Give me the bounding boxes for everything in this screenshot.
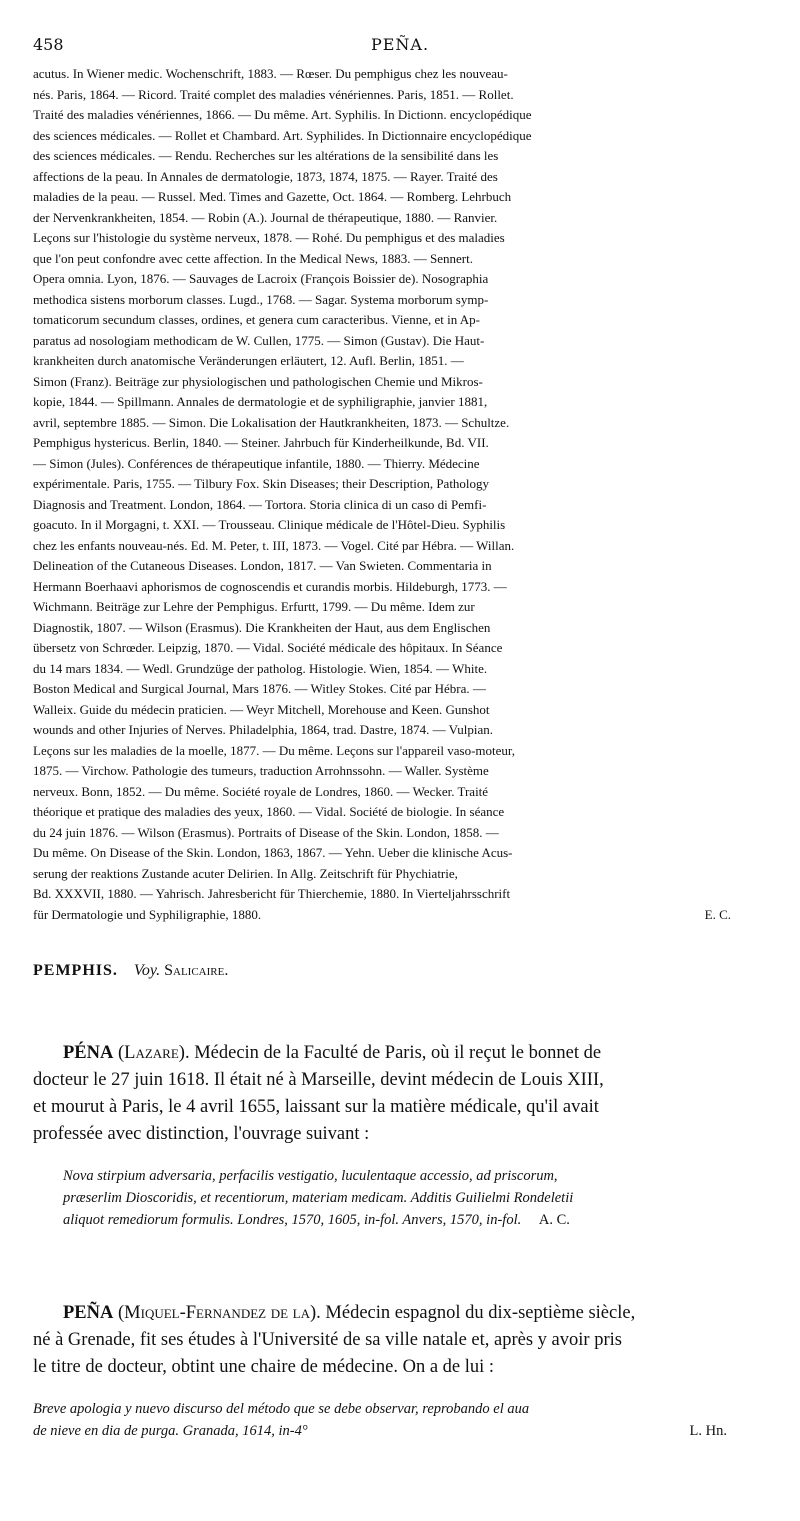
entry-headword: PÉNA <box>63 1043 114 1063</box>
bibliography-line: Traité des maladies vénériennes, 1866. — Du même. Art. Syphilis. In Dictionn. encyclopédique <box>33 107 532 122</box>
page-number: 458 <box>33 35 64 54</box>
entry-person-name: (Lazare). <box>118 1043 190 1063</box>
bibliography-line: methodica sistens morborum classes. Lugd., 1768. — Sagar. Systema morborum symp- <box>33 291 489 307</box>
bibliography-line: nerveux. Bonn, 1852. — Du même. Société royale de Londres, 1860. — Wecker. Traité <box>33 783 489 799</box>
bibliography-line: tomaticorum secundum classes, ordines, et genera cum caracteribus. Vienne, et in Ap- <box>33 312 480 327</box>
entry-pena-miquel <box>33 1300 767 1442</box>
bibliography-line: avril, septembre 1885. — Simon. Die Lokalisation der Hautkrankheiten, 1873. — Schultze. <box>33 414 510 430</box>
bibliography-line: maladies de la peau. — Russel. Med. Times and Gazette, Oct. 1864. — Romberg. Lehrbuch <box>33 189 512 204</box>
bibliography-line: Diagnosis and Treatment. London, 1864. — Tortora. Storia clinica di un caso di Pemfi- <box>33 496 487 512</box>
running-head: PEÑA. <box>370 35 430 54</box>
bibliography-line: Du même. On Disease of the Skin. London, 1863, 1867. — Yehn. Ueber die klinische Acus- <box>33 845 513 860</box>
entry-work-citation <box>33 1398 767 1442</box>
entry-text-line: Médecin de la Faculté de Paris, où il reçut le bonnet de <box>194 1043 602 1063</box>
bibliography-line: du 24 juin 1876. — Wilson (Erasmus). Portraits of Disease of the Skin. London, 1858. — <box>33 824 499 840</box>
entry-headword: PEÑA <box>63 1303 114 1323</box>
work-line-last <box>33 1420 767 1442</box>
author-signature: L. Hn. <box>689 1423 727 1439</box>
bibliography-line: Opera omnia. Lyon, 1876. — Sauvages de Lacroix (François Boissier de). Nosographia <box>33 271 489 286</box>
bibliography-line: Pemphigus hystericus. Berlin, 1840. — Steiner. Jahrbuch für Kinderheilkunde, Bd. VII. <box>33 435 489 450</box>
bibliography-line: acutus. In Wiener medic. Wochenschrift, 1883. — Rœser. Du pemphigus chez les nouveau- <box>33 66 508 81</box>
work-line-last <box>63 1209 767 1231</box>
work-line: aliquot remediorum formulis. Londres, 1570, 1605, in-fol. Anvers, 1570, in-fol. <box>63 1212 522 1228</box>
bibliography-line: Simon (Franz). Beiträge zur physiologischen und pathologischen Chemie und Mikros- <box>33 373 483 389</box>
entry-text-line: Médecin espagnol du dix-septième siècle, <box>325 1303 636 1323</box>
bibliography-line: chez les enfants nouveau-nés. Ed. M. Peter, t. III, 1873. — Vogel. Cité par Hébra. — Willan. <box>33 537 515 553</box>
bibliography-line: für Dermatologie und Syphiligraphie, 1880. E. C. <box>33 905 767 926</box>
bibliography-block <box>33 64 767 925</box>
bibliography-line: nés. Paris, 1864. — Ricord. Traité complet des maladies vénériennes. Paris, 1851. — Rollet. <box>33 86 514 102</box>
bibliography-line: Boston Medical and Surgical Journal, Mars 1876. — Witley Stokes. Cité par Hébra. — <box>33 681 486 696</box>
entry-text-line: né à Grenade, fit ses études à l'Université de sa ville natale et, après y avoir pris <box>33 1330 622 1350</box>
bibliography-line: paratus ad nosologiam methodicam de W. Cullen, 1775. — Simon (Gustav). Die Haut- <box>33 332 485 348</box>
bibliography-line: der Nervenkrankheiten, 1854. — Robin (A.). Journal de thérapeutique, 1880. — Ranvier. <box>33 209 498 225</box>
bibliography-line: krankheiten durch anatomische Veränderungen erläutert, 12. Aufl. Berlin, 1851. — <box>33 353 464 368</box>
entry-text-line: professée avec distinction, l'ouvrage suivant : <box>33 1124 370 1144</box>
entry-first-line <box>33 1040 767 1067</box>
entry-pena-lazare <box>33 1040 767 1231</box>
bibliography-line: des sciences médicales. — Rendu. Recherches sur les altérations de la sensibilité dans les <box>33 148 499 163</box>
bibliography-line: Diagnostik, 1807. — Wilson (Erasmus). Die Krankheiten der Haut, aus dem Englischen <box>33 619 491 635</box>
page-header <box>33 35 767 55</box>
entry-text-line: docteur le 27 juin 1618. Il était né à Marseille, devint médecin de Louis XIII, <box>33 1070 604 1090</box>
bibliography-line: affections de la peau. In Annales de dermatologie, 1873, 1874, 1875. — Rayer. Traité des <box>33 168 498 184</box>
bibliography-line: — Simon (Jules). Conférences de thérapeutique infantile, 1880. — Thierry. Médecine <box>33 455 480 471</box>
entry-headword: PEMPHIS. <box>33 962 118 979</box>
work-line: de nieve en dia de purga. Granada, 1614, in-4° <box>33 1423 308 1439</box>
bibliography-line: Walleix. Guide du médecin praticien. — Weyr Mitchell, Morehouse and Keen. Gunshot <box>33 701 490 717</box>
bibliography-line: 1875. — Virchow. Pathologie des tumeurs, traduction Arrohnssohn. — Waller. Système <box>33 763 489 778</box>
bibliography-line: des sciences médicales. — Rollet et Chambard. Art. Syphilides. In Dictionnaire encyclopédique <box>33 127 532 143</box>
bibliography-line: goacuto. In il Morgagni, t. XXI. — Trousseau. Clinique médicale de l'Hôtel-Dieu. Syphilis <box>33 517 506 532</box>
author-signature: A. C. <box>538 1212 570 1228</box>
entry-text-line: le titre de docteur, obtint une chaire de médecine. On a de lui : <box>33 1357 495 1377</box>
entry-first-line <box>33 1300 767 1327</box>
bibliography-line: théorique et pratique des maladies des yeux, 1860. — Vidal. Société de biologie. In séance <box>33 804 505 819</box>
bibliography-line: wounds and other Injuries of Nerves. Philadelphia, 1864, trad. Dastre, 1874. — Vulpian. <box>33 722 494 737</box>
bibliography-line: Wichmann. Beiträge zur Lehre der Pemphigus. Erfurtt, 1799. — Du même. Idem zur <box>33 599 475 614</box>
work-line: Nova stirpium adversaria, perfacilis vestigatio, luculentaque accessio, ad priscorum, <box>63 1168 558 1184</box>
bibliography-line: kopie, 1844. — Spillmann. Annales de dermatologie et de syphiligraphie, janvier 1881, <box>33 394 488 409</box>
bibliography-line: du 14 mars 1834. — Wedl. Grundzüge der patholog. Histologie. Wien, 1854. — White. <box>33 660 488 676</box>
cross-reference-target: Salicaire. <box>164 962 229 979</box>
bibliography-line: übersetz von Schrœder. Leipzig, 1870. — Vidal. Société médicale des hôpitaux. In Séance <box>33 640 503 655</box>
author-signature: E. C. <box>704 906 731 922</box>
entry-work-citation <box>33 1165 767 1231</box>
work-line: præserlim Dioscoridis, et recentiorum, materiam medicam. Additis Guilielmi Rondeletii <box>63 1190 574 1206</box>
entry-person-name: (Miquel-Fernandez de la). <box>118 1303 321 1323</box>
bibliography-line: Leçons sur les maladies de la moelle, 1877. — Du même. Leçons sur l'appareil vaso-moteur, <box>33 742 515 758</box>
entry-pemphis <box>33 962 767 980</box>
bibliography-line: que l'on peut confondre avec cette affection. In the Medical News, 1883. — Sennert. <box>33 250 473 266</box>
bibliography-line: Bd. XXXVII, 1880. — Yahrisch. Jahresbericht für Thierchemie, 1880. In Vierteljahrsschrift <box>33 886 511 901</box>
bibliography-line: expérimentale. Paris, 1755. — Tilbury Fox. Skin Diseases; their Description, Pathology <box>33 476 490 491</box>
see-also-marker: Voy. <box>133 962 161 979</box>
bibliography-line: Leçons sur l'histologie du système nerveux, 1878. — Rohé. Du pemphigus et des maladies <box>33 230 505 245</box>
bibliography-line: Delineation of the Cutaneous Diseases. London, 1817. — Van Swieten. Commentaria in <box>33 558 492 573</box>
entry-text-line: et mourut à Paris, le 4 avril 1655, laissant sur la matière médicale, qu'il avait <box>33 1097 599 1117</box>
bibliography-line: Hermann Boerhaavi aphorismos de cognoscendis et curandis morbis. Hildeburgh, 1773. — <box>33 578 507 594</box>
work-line: Breve apologia y nuevo discurso del método que se debe observar, reprobando el aua <box>33 1401 530 1417</box>
bibliography-line: serung der reaktions Zustande acuter Delirien. In Allg. Zeitschrift für Phychiatrie, <box>33 865 458 881</box>
